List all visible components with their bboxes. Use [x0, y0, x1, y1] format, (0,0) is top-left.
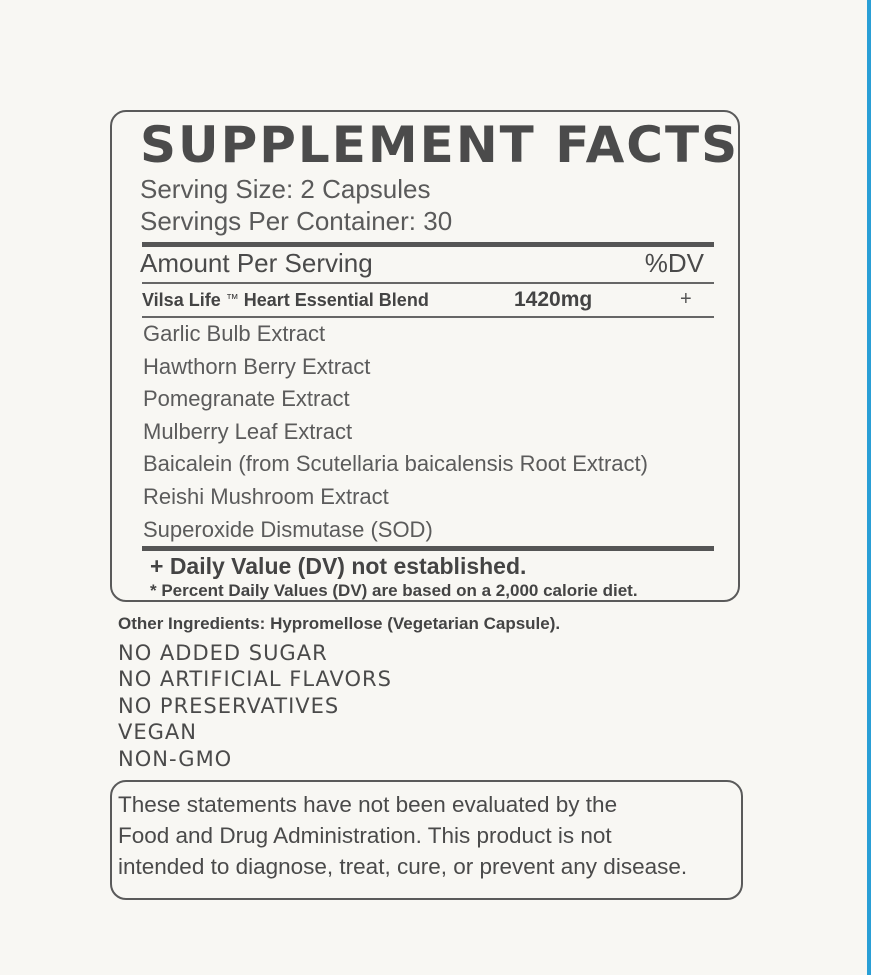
list-item: NO ARTIFICIAL FLAVORS — [118, 667, 392, 692]
edge-accent-bar — [867, 0, 871, 975]
blend-name — [142, 290, 429, 311]
list-item: VEGAN — [118, 720, 197, 745]
list-item: NON-GMO — [118, 746, 233, 771]
list-item: Garlic Bulb Extract — [143, 321, 326, 346]
list-item: Baicalein (from Scutellaria baicalensis Root Extract) — [143, 451, 648, 477]
disclaimer-line-3: intended to diagnose, treat, cure, or prevent any disease. — [118, 854, 688, 879]
supplement-facts-panel — [110, 110, 740, 602]
blend-dv: + — [680, 288, 692, 310]
servings-per-container: Servings Per Container: 30 — [140, 206, 453, 236]
claims-list — [118, 640, 392, 772]
list-item: Pomegranate Extract — [143, 386, 350, 412]
footer-rule — [142, 546, 714, 551]
list-item: Reishi Mushroom Extract — [143, 483, 389, 509]
list-item: NO ADDED SUGAR — [118, 641, 328, 665]
list-item: Hawthorn Berry Extract — [143, 353, 371, 379]
blend-brand: Vilsa Life — [142, 290, 221, 310]
column-header-rule — [142, 282, 714, 284]
blend-title: Heart Essential Blend — [243, 290, 429, 310]
list-item: NO PRESERVATIVES — [118, 693, 340, 718]
serving-size: Serving Size: 2 Capsules — [140, 174, 431, 204]
list-item: Mulberry Leaf Extract — [143, 418, 353, 444]
disclaimer-line-2: Food and Drug Administration. This product is not — [118, 823, 612, 848]
other-ingredients: Other Ingredients: Hypromellose (Vegetarian Capsule). — [118, 614, 561, 633]
trademark-symbol: ™ — [225, 291, 239, 306]
disclaimer-line-1: These statements have not been evaluated by the — [118, 792, 618, 817]
dv-header: %DV — [644, 248, 704, 278]
amount-per-serving-label: Amount Per Serving — [140, 248, 373, 278]
dv-not-established-note: + Daily Value (DV) not established. — [150, 553, 527, 579]
header-rule — [142, 242, 714, 247]
ingredient-list — [143, 318, 648, 546]
percent-daily-value-note: * Percent Daily Values (DV) are based on a 2,000 calorie diet. — [150, 581, 638, 600]
facts-title: SUPPLEMENT FACTS — [140, 116, 740, 174]
blend-amount: 1420mg — [514, 288, 593, 311]
list-item: Superoxide Dismutase (SOD) — [143, 516, 433, 542]
fda-disclaimer-box — [110, 780, 743, 900]
